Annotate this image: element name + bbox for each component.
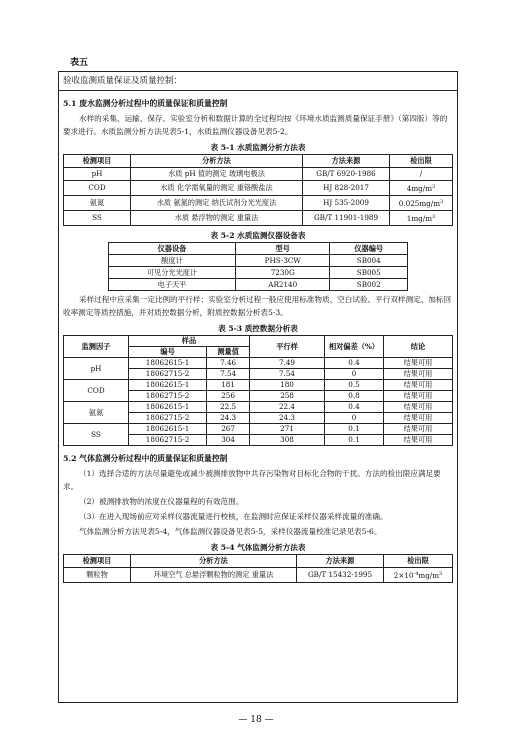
t3-cell: 0.4 xyxy=(325,358,384,369)
t1-cell: / xyxy=(390,168,453,181)
t4-cell: 环境空气 总悬浮颗粒物的测定 重量法 xyxy=(131,568,297,583)
t3-cell: 0.8 xyxy=(325,391,384,402)
table-row xyxy=(64,380,453,391)
t2-cell: AR2140 xyxy=(235,279,330,291)
table-5-2 xyxy=(108,242,408,291)
t3-cell: 7.54 xyxy=(207,369,250,380)
t3-cell: 结果可用 xyxy=(384,435,453,446)
table-5-4 xyxy=(63,554,453,583)
section-5-2-p1: （1）选择合适的方法尽量避免或减少被测排放物中共存污染物对目标化合物的干扰。方法的检出限应满足要求。 xyxy=(63,469,441,491)
section-5-2-p4: 气体监测分析方法见表5-4，气体监测仪器设备见表5-5，采样仪器流量校准记录见表5-6。 xyxy=(79,527,382,536)
table-row xyxy=(64,211,453,226)
table-5-3-caption: 表 5-3 质控数据分析表 xyxy=(218,324,298,333)
superscript: -4 xyxy=(413,571,419,577)
table-row xyxy=(109,255,408,267)
t2-header: 仪器编号 xyxy=(330,243,408,255)
t1-header: 方法来源 xyxy=(303,155,390,168)
t3-factor: COD xyxy=(64,380,129,402)
t3-cell: 18062615-1 xyxy=(129,380,207,391)
table-row xyxy=(64,402,453,413)
t3-cell: 7.54 xyxy=(250,369,325,380)
t1-header: 分析方法 xyxy=(131,155,303,168)
t1-cell: HJ 535-2009 xyxy=(303,196,390,211)
content-frame xyxy=(58,71,458,703)
t3-cell: 7.46 xyxy=(207,358,250,369)
t3-cell: 181 xyxy=(207,380,250,391)
t2-header: 型号 xyxy=(235,243,330,255)
table-5-3 xyxy=(63,335,453,446)
t4-header: 方法来源 xyxy=(297,555,384,568)
page-number: — 18 — xyxy=(238,715,274,725)
t3-cell: 0 xyxy=(325,413,384,424)
table-row xyxy=(109,267,408,279)
t3-cell: 结果可用 xyxy=(384,413,453,424)
t3-cell: 18062715-2 xyxy=(129,391,207,402)
t3-cell: 7.49 xyxy=(250,358,325,369)
t2-cell: PHS-3CW xyxy=(235,255,330,267)
t1-cell xyxy=(390,181,453,196)
t3-cell: 18062715-2 xyxy=(129,413,207,424)
t3-factor: SS xyxy=(64,424,129,446)
t3-cell: 0.5 xyxy=(325,380,384,391)
table-row xyxy=(64,568,453,583)
t3-cell: 18062715-2 xyxy=(129,435,207,446)
t2-cell: SB004 xyxy=(330,255,408,267)
t1-cell: GB/T 11901-1989 xyxy=(303,211,390,226)
t1-cell: 水质 化学需氧量的测定 重铬酸盐法 xyxy=(131,181,303,196)
t3-cell: 267 xyxy=(207,424,250,435)
t3-cell: 256 xyxy=(207,391,250,402)
section-5-2-title: 5.2 气体监测分析过程中的质量保证和质量控制 xyxy=(63,454,228,463)
t1-cell: GB/T 6920-1986 xyxy=(303,168,390,181)
superscript: 3 xyxy=(432,214,436,220)
t3-header: 结论 xyxy=(384,336,453,358)
t3-cell: 0.4 xyxy=(325,402,384,413)
t1-cell-value: 1mg/m xyxy=(406,214,433,223)
t1-header: 检测项目 xyxy=(64,155,131,168)
table-5-4-caption: 表 5-4 气体监测分析方法表 xyxy=(210,543,306,552)
table-row xyxy=(64,168,453,181)
t1-cell xyxy=(390,196,453,211)
t2-cell: 可见分光光度计 xyxy=(109,267,236,279)
table-row xyxy=(64,196,453,211)
section-5-2-p3: （3）在进入现场前应对采样仪器流量进行校核，在监测时应保证采样仪器采样流量的准确。 xyxy=(79,512,388,521)
table-5-2-caption: 表 5-2 水质监测仪器设备表 xyxy=(210,231,306,240)
page-label: 表五 xyxy=(70,58,89,68)
t4-cell-value: 2×10 xyxy=(393,571,414,580)
t2-cell: 酸度计 xyxy=(109,255,236,267)
t2-cell: SB002 xyxy=(330,279,408,291)
t3-cell: 结果可用 xyxy=(384,391,453,402)
t4-header: 检测项目 xyxy=(64,555,131,568)
t3-cell: 0.1 xyxy=(325,424,384,435)
superscript: 3 xyxy=(439,571,443,577)
t2-cell: 电子天平 xyxy=(109,279,236,291)
t3-header: 编号 xyxy=(129,347,207,358)
t3-cell: 271 xyxy=(250,424,325,435)
t3-cell: 18062615-1 xyxy=(129,402,207,413)
superscript: 3 xyxy=(432,184,436,190)
t1-cell: 水质 pH 值的测定 玻璃电极法 xyxy=(131,168,303,181)
table-5-1 xyxy=(63,154,453,226)
t4-cell-unit: mg/m xyxy=(418,571,440,580)
t3-cell: 结果可用 xyxy=(384,424,453,435)
t3-cell: 0 xyxy=(325,369,384,380)
t4-cell xyxy=(384,568,453,583)
t4-cell: 颗粒物 xyxy=(64,568,131,583)
t3-cell: 18062715-2 xyxy=(129,369,207,380)
t1-cell: COD xyxy=(64,181,131,196)
t1-cell xyxy=(390,211,453,226)
content-body xyxy=(59,97,457,583)
t3-cell: 结果可用 xyxy=(384,380,453,391)
t3-cell: 180 xyxy=(250,380,325,391)
table-5-1-caption: 表 5-1 水质监测分析方法表 xyxy=(210,143,306,152)
superscript: 3 xyxy=(440,199,444,205)
t3-cell: 24.3 xyxy=(250,413,325,424)
section-5-2-p2: （2）被测排放物的浓度在仪器量程的有效范围。 xyxy=(79,497,244,506)
t3-header: 相对偏差（%） xyxy=(325,336,384,358)
t1-cell: SS xyxy=(64,211,131,226)
t3-cell: 304 xyxy=(207,435,250,446)
t1-cell: 氨氮 xyxy=(64,196,131,211)
t1-cell-value: 0.025mg/m xyxy=(398,199,441,208)
t3-cell: 结果可用 xyxy=(384,402,453,413)
t3-cell: 结果可用 xyxy=(384,369,453,380)
t3-cell: 18062615-1 xyxy=(129,358,207,369)
t3-header: 监测因子 xyxy=(64,336,129,358)
t3-factor: pH xyxy=(64,358,129,380)
t3-header: 样品 xyxy=(129,336,250,347)
t4-cell: GB/T 15432-1995 xyxy=(297,568,384,583)
table-row xyxy=(64,358,453,369)
t3-cell: 18062615-1 xyxy=(129,424,207,435)
t2-header: 仪器设备 xyxy=(109,243,236,255)
t3-cell: 0.1 xyxy=(325,435,384,446)
section-5-1-title: 5.1 废水监测分析过程中的质量保证和质量控制 xyxy=(63,99,228,108)
t3-cell: 22.5 xyxy=(207,402,250,413)
t3-header: 平行样 xyxy=(250,336,325,358)
t2-cell: SB005 xyxy=(330,267,408,279)
t4-header: 检出限 xyxy=(384,555,453,568)
t3-cell: 22.4 xyxy=(250,402,325,413)
t1-cell: 水质 氨氮的测定 纳氏试剂分光光度法 xyxy=(131,196,303,211)
table-row xyxy=(64,181,453,196)
qc-paragraph: 采样过程中应采集一定比例的平行样；实验室分析过程一般应使用标准物质、空白试验、平行双样测定、加标回收率测定等质控措施，并对质控数据分析，附质控数据分析表5-3。 xyxy=(63,295,452,317)
table-row xyxy=(64,424,453,435)
t2-cell: 7230G xyxy=(235,267,330,279)
frame-header: 验收监测质量保证及质量控制： xyxy=(59,72,457,91)
t3-cell: 308 xyxy=(250,435,325,446)
t1-cell: HJ 828-2017 xyxy=(303,181,390,196)
table-row xyxy=(109,279,408,291)
t1-cell-value: 4mg/m xyxy=(406,184,433,193)
t3-cell: 结果可用 xyxy=(384,358,453,369)
t3-header: 测量值 xyxy=(207,347,250,358)
t4-header: 分析方法 xyxy=(131,555,297,568)
t1-header: 检出限 xyxy=(390,155,453,168)
t1-cell: pH xyxy=(64,168,131,181)
t3-cell: 258 xyxy=(250,391,325,402)
table-5-2-wrap xyxy=(108,242,408,291)
t3-cell: 24.3 xyxy=(207,413,250,424)
section-5-1-paragraph: 水样的采集、运输、保存、实验室分析和数据计算的全过程均按《环境水质监测质量保证手册》（第四版）等的要求进行。水质监测分析方法见表5-1，水质监测仪器设备见表5-2。 xyxy=(63,114,448,136)
t3-factor: 氨氮 xyxy=(64,402,129,424)
t1-cell: 水质 悬浮物的测定 重量法 xyxy=(131,211,303,226)
